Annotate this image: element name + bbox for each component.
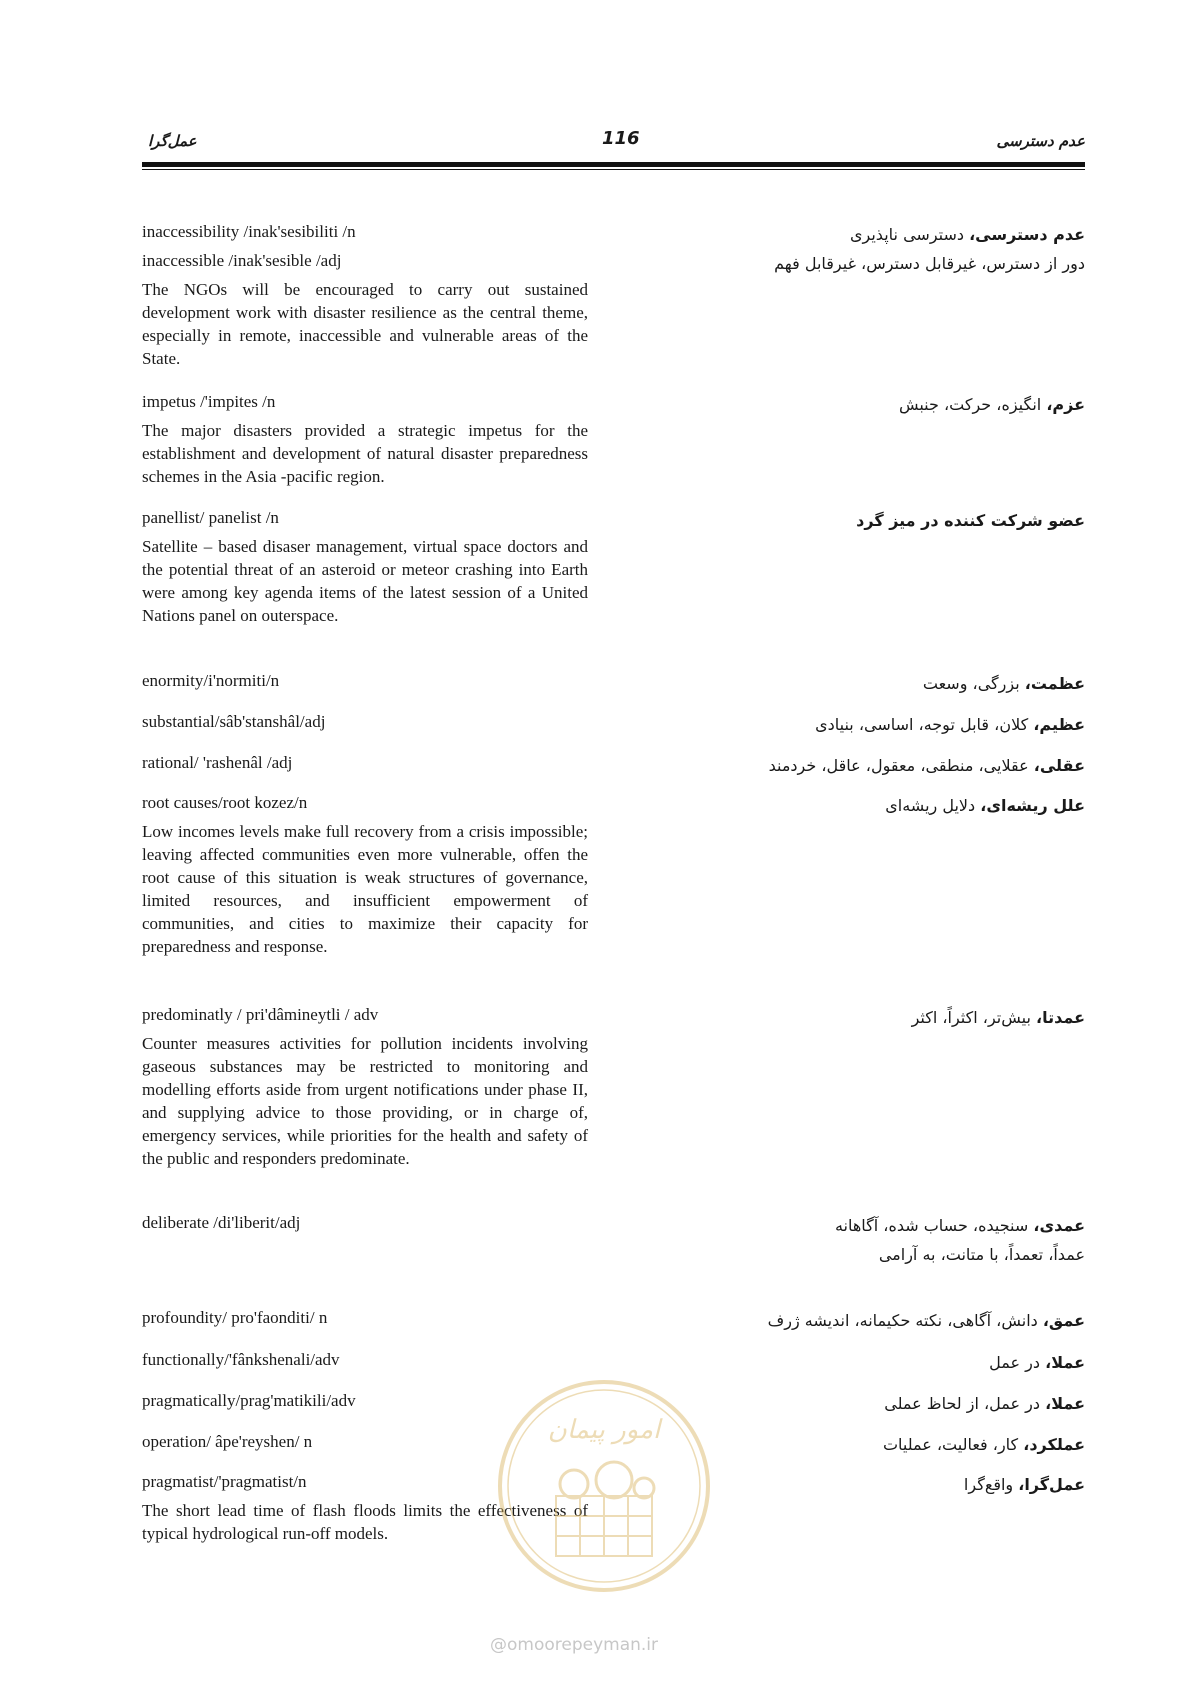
entry-persian-line2: دور از دسترس، غیرقابل دسترس، غیرقابل فهم bbox=[774, 254, 1085, 273]
entry-persian-meaning: سنجیده، حساب شده، آگاهانه bbox=[834, 1216, 1034, 1235]
entry-english bbox=[142, 220, 588, 370]
entry-persian-headword: عظیم، bbox=[1033, 715, 1085, 734]
entry-english bbox=[142, 390, 588, 488]
header-right-keyword: عدم دسترسی bbox=[996, 132, 1085, 150]
entry-term: pragmatist/'pragmatist/n bbox=[142, 1472, 307, 1491]
entry-persian-headword: عقلی، bbox=[1033, 756, 1085, 775]
entry-persian bbox=[635, 1306, 1085, 1335]
entry-example: The major disasters provided a strategic impetus for the establishment and development of natural disaster preparedness schemes in the Asia -pacific region. bbox=[142, 421, 588, 486]
entry-term: profoundity/ pro'faonditi/ n bbox=[142, 1308, 328, 1327]
watermark-seal bbox=[494, 1376, 714, 1596]
page-number: 116 bbox=[602, 128, 640, 149]
entry-persian-meaning: در عمل bbox=[989, 1353, 1046, 1372]
entry-term: impetus /'impites /n bbox=[142, 392, 276, 411]
entry-persian-meaning: بیش‌تر، اکثراً، اکثر bbox=[911, 1008, 1036, 1027]
entry-persian-headword: عملا، bbox=[1045, 1353, 1085, 1372]
entry-persian-headword: علل ریشه‌ای، bbox=[980, 796, 1085, 815]
entry-persian-meaning: کار، فعالیت، عملیات bbox=[882, 1435, 1024, 1454]
entry-persian bbox=[635, 390, 1085, 419]
watermark-url: @omoorepeyman.ir bbox=[490, 1635, 659, 1655]
entry-persian bbox=[635, 1003, 1085, 1032]
entry-english bbox=[142, 1003, 588, 1170]
entry-persian-headword: عملا، bbox=[1045, 1394, 1085, 1413]
entry-persian-meaning: واقع‌گرا bbox=[963, 1475, 1019, 1494]
entry-english bbox=[142, 1348, 588, 1377]
header-left-keyword: عمل‌گرا bbox=[148, 132, 197, 150]
entry-term: pragmatically/prag'matikili/adv bbox=[142, 1391, 356, 1410]
entry-english bbox=[142, 751, 588, 780]
entry-english bbox=[142, 506, 588, 627]
entry-persian-headword: عضو شرکت کننده در میز گرد bbox=[856, 511, 1085, 530]
entry-persian-headword: عمق، bbox=[1042, 1311, 1085, 1330]
entry-persian bbox=[635, 751, 1085, 780]
entry-example: Counter measures activities for pollution incidents involving gaseous substances may be restricted to monitoring and modelling efforts aside from urgent notifications under phase II, and supplying advice to those providing, or in charge of, emergency services, while priorities for the health and safety of the public and responders predominate. bbox=[142, 1034, 588, 1168]
entry-persian-headword: عمدی، bbox=[1033, 1216, 1085, 1235]
entry-english bbox=[142, 1211, 588, 1240]
entry-term: root causes/root kozez/n bbox=[142, 793, 308, 812]
entry-persian bbox=[635, 791, 1085, 820]
entry-english bbox=[142, 669, 588, 698]
entry-persian-headword: عزم، bbox=[1046, 395, 1085, 414]
entry-persian bbox=[635, 1211, 1085, 1269]
entry-persian-headword: عمدتا، bbox=[1036, 1008, 1085, 1027]
entry-persian-meaning: عقلایی، منطقی، معقول، عاقل، خردمند bbox=[768, 756, 1034, 775]
entry-english bbox=[142, 1306, 588, 1335]
entry-persian-headword: عملکرد، bbox=[1023, 1435, 1085, 1454]
entry-term: functionally/'fânkshenali/adv bbox=[142, 1350, 340, 1369]
entry-example: Low incomes levels make full recovery from a crisis impossible; leaving affected communities even more vulnerable, offen the root cause of this situation is weak structures of governance, limited resources, and insufficient empowerment of communities, and cities to maximize their capacity for preparedness and response. bbox=[142, 822, 588, 956]
entry-example: Satellite – based disaser management, virtual space doctors and the potential threat of an asteroid or meteor crashing into Earth were among key agenda items of the latest session of a United Nations panel on outerspace. bbox=[142, 537, 588, 625]
entry-term: inaccessible /inak'sesible /adj bbox=[142, 251, 342, 270]
entry-term: substantial/sâb'stanshâl/adj bbox=[142, 712, 326, 731]
watermark-logo-text: امور پیمان bbox=[547, 1415, 661, 1445]
entry-persian bbox=[635, 220, 1085, 278]
entry-english bbox=[142, 710, 588, 739]
entry-persian bbox=[635, 710, 1085, 739]
entry-term: rational/ 'rashenâl /adj bbox=[142, 753, 293, 772]
entry-persian-meaning: در عمل، از لحاظ عملی bbox=[884, 1394, 1046, 1413]
entry-term: inaccessibility /inak'sesibiliti /n bbox=[142, 222, 356, 241]
entry-persian bbox=[635, 506, 1085, 535]
entry-persian bbox=[635, 669, 1085, 698]
entry-persian-headword: عمل‌گرا، bbox=[1018, 1475, 1085, 1494]
entry-term: predominatly / pri'dâmineytli / adv bbox=[142, 1005, 379, 1024]
entry-persian-meaning: دسترسی ناپذیری bbox=[850, 225, 970, 244]
entry-persian-line2: عمداً، تعمداً، با متانت، به آرامی bbox=[878, 1245, 1085, 1264]
entry-persian-meaning: دلایل ریشه‌ای bbox=[885, 796, 981, 815]
entry-term: deliberate /di'liberit/adj bbox=[142, 1213, 301, 1232]
entry-term: panellist/ panelist /n bbox=[142, 508, 279, 527]
entry-persian-headword: عظمت، bbox=[1024, 674, 1085, 693]
entry-example: The NGOs will be encouraged to carry out sustained development work with disaster resilience as the central theme, especially in remote, inaccessible and vulnerable areas of the State. bbox=[142, 280, 588, 368]
entry-term: operation/ âpe'reyshen/ n bbox=[142, 1432, 313, 1451]
entry-persian-meaning: انگیزه، حرکت، جنبش bbox=[898, 395, 1047, 414]
entry-persian-meaning: بزرگی، وسعت bbox=[922, 674, 1025, 693]
entry-term: enormity/i'normiti/n bbox=[142, 671, 280, 690]
entry-persian bbox=[635, 1348, 1085, 1377]
entry-persian-headword: عدم دسترسی، bbox=[969, 225, 1085, 244]
entry-english bbox=[142, 791, 588, 958]
entry-persian-meaning: کلان، قابل توجه، اساسی، بنیادی bbox=[815, 715, 1034, 734]
entry-example: The short lead time of flash floods limits the effectiveness of typical hydrological run-off models. bbox=[142, 1501, 588, 1543]
entry-persian-meaning: دانش، آگاهی، نکته حکیمانه، اندیشه ژرف bbox=[767, 1311, 1043, 1330]
